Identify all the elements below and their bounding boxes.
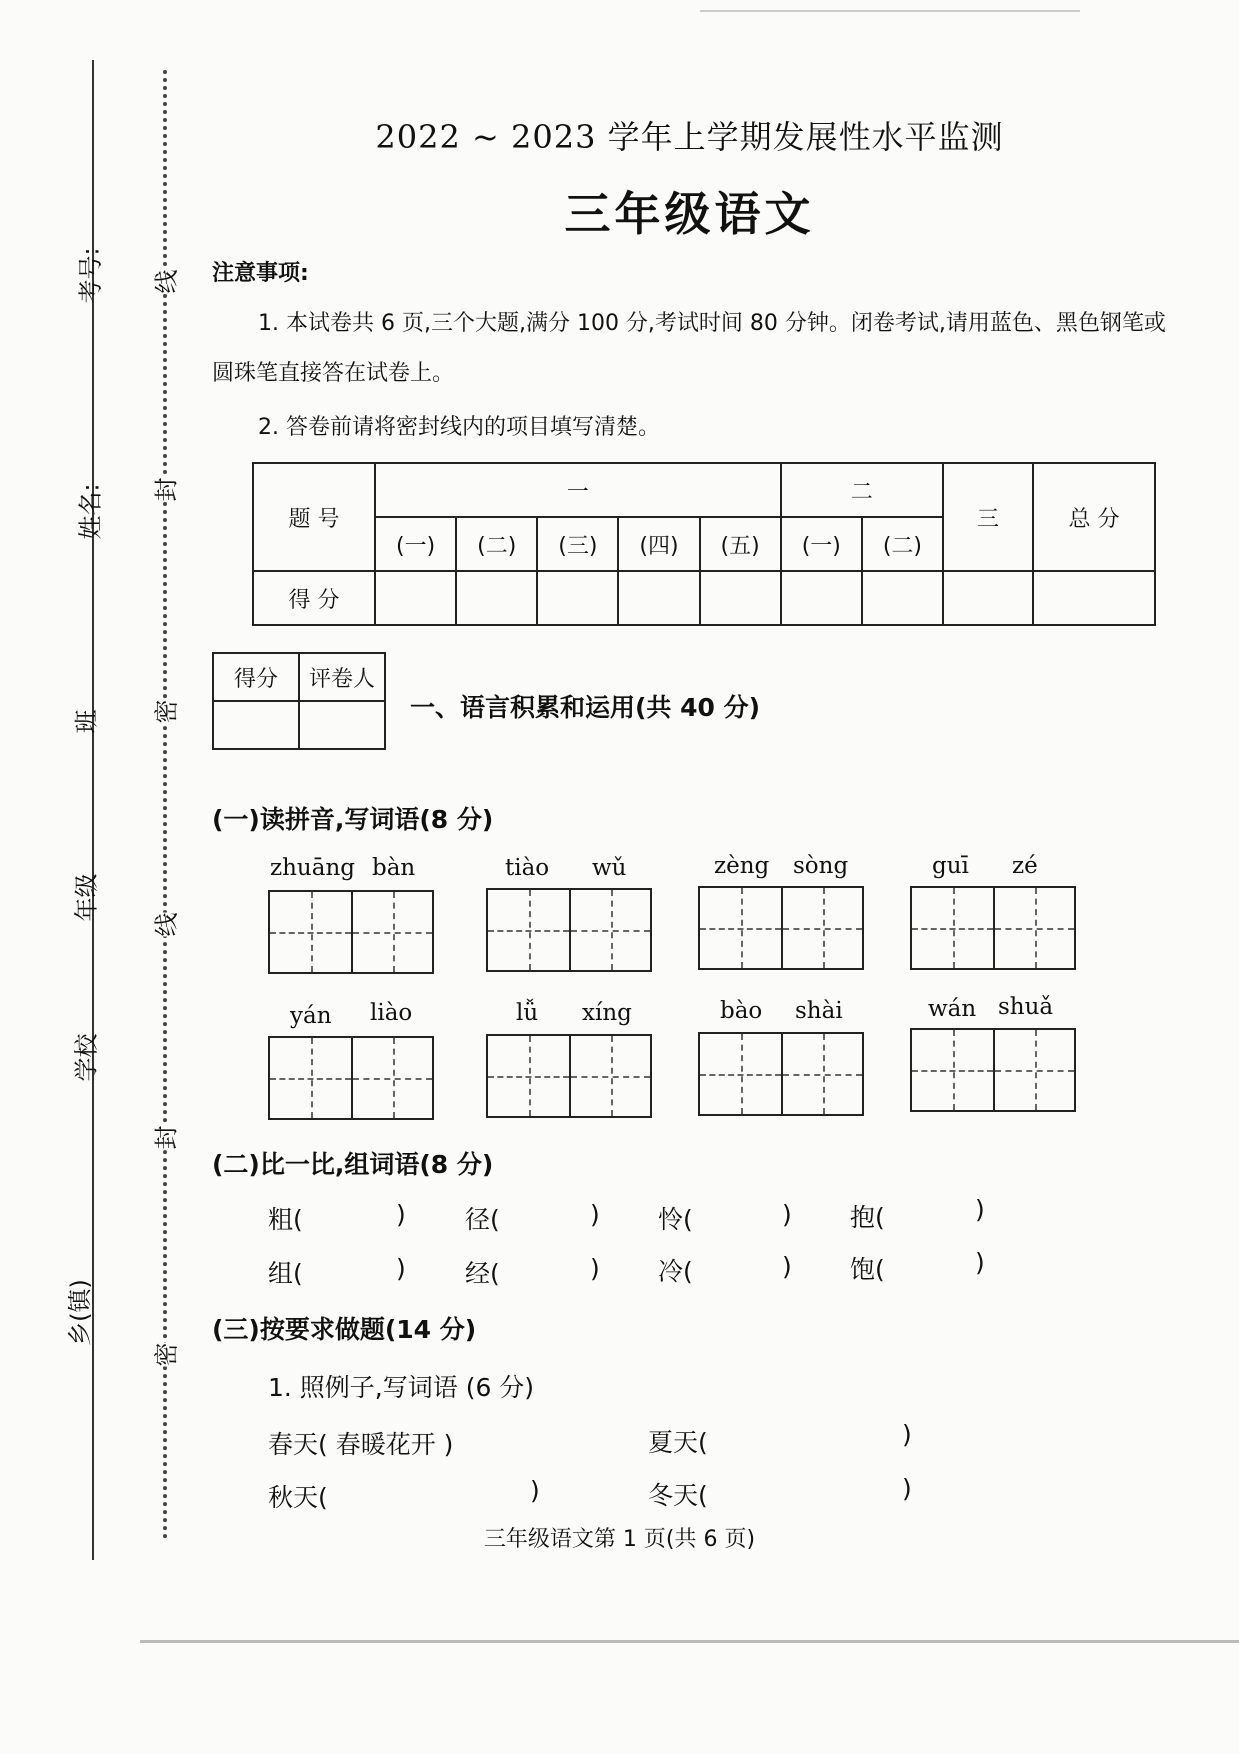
seal-char-6: 密 (145, 1343, 184, 1367)
sub-col-2-1: (一) (781, 517, 862, 571)
paren-close: ) (590, 1254, 600, 1283)
compare-word: 粗( (268, 1205, 303, 1234)
paren-close: ) (902, 1474, 912, 1503)
writing-grid[interactable] (486, 888, 652, 972)
row-defen: 得 分 (253, 571, 375, 625)
writing-grid[interactable] (268, 890, 434, 974)
pinyin: zèng (714, 853, 770, 879)
compare-word: 怜( (658, 1205, 693, 1234)
pinyin: wǔ (592, 855, 627, 881)
seal-char-2: 封 (145, 478, 184, 502)
paren-close: ) (975, 1248, 985, 1277)
header-part-3: 三 (943, 463, 1033, 571)
writing-grid[interactable] (486, 1034, 652, 1118)
notice-heading: 注意事项: (212, 261, 309, 286)
pinyin: liào (370, 1000, 413, 1026)
label-xiang: 乡(镇) (65, 1279, 94, 1346)
seal-char-4: 线 (145, 913, 184, 937)
paren-close: ) (782, 1252, 792, 1281)
scan-top-edge (700, 10, 1080, 12)
compare-word: 冷( (658, 1257, 693, 1286)
scan-bottom-edge (140, 1640, 1239, 1643)
compare-word: 抱( (850, 1203, 885, 1232)
score-cell[interactable] (618, 571, 699, 625)
header-total: 总 分 (1033, 463, 1155, 571)
score-cell[interactable] (375, 571, 456, 625)
header-tihao: 题 号 (253, 463, 375, 571)
sub-col-1-3: (三) (537, 517, 618, 571)
pinyin: wán (928, 996, 977, 1022)
writing-grid[interactable] (268, 1036, 434, 1120)
grader-name-cell[interactable] (299, 701, 385, 749)
grader-score-label: 得分 (213, 653, 299, 701)
prompt-dongtian: 冬天( (648, 1481, 708, 1510)
pinyin: yán (290, 1003, 332, 1029)
score-cell[interactable] (781, 571, 862, 625)
compare-word: 饱( (850, 1255, 885, 1284)
prompt-xiatian: 夏天( (648, 1428, 708, 1457)
pinyin: sòng (793, 853, 849, 879)
label-xingming: 姓名: (76, 483, 105, 540)
notice-item-1-cont: 圆珠笔直接答在试卷上。 (212, 361, 455, 386)
pinyin: shài (795, 998, 843, 1024)
seal-char-5: 封 (145, 1126, 184, 1150)
label-kaohao: 考号: (76, 247, 105, 304)
score-cell[interactable] (456, 571, 537, 625)
seal-char-1: 线 (145, 270, 184, 294)
sub-col-1-4: (四) (618, 517, 699, 571)
writing-grid[interactable] (910, 886, 1076, 970)
sub-col-2-2: (二) (862, 517, 943, 571)
question-1-title: (一)读拼音,写词语(8 分) (212, 805, 494, 834)
question-2-title: (二)比一比,组词语(8 分) (212, 1150, 494, 1179)
sub-col-1-1: (一) (375, 517, 456, 571)
pinyin: zhuāng (270, 855, 355, 881)
pinyin: bàn (372, 855, 416, 881)
pinyin: lǚ (516, 1000, 539, 1026)
score-cell[interactable] (943, 571, 1033, 625)
score-cell[interactable] (537, 571, 618, 625)
sub-col-1-2: (二) (456, 517, 537, 571)
page-footer: 三年级语文第 1 页(共 6 页) (483, 1527, 756, 1552)
header-part-1: 一 (375, 463, 781, 517)
compare-word: 径( (465, 1205, 500, 1234)
subject-title: 三年级语文 (564, 187, 815, 241)
paren-close: ) (902, 1420, 912, 1449)
writing-grid[interactable] (698, 886, 864, 970)
grader-table (212, 652, 386, 750)
paren-close: ) (396, 1200, 406, 1229)
score-table (252, 462, 1156, 626)
notice-item-2: 2. 答卷前请将密封线内的项目填写清楚。 (258, 415, 660, 440)
label-ban: 班 (72, 709, 101, 734)
question-3-title: (三)按要求做题(14 分) (212, 1315, 477, 1344)
pinyin: xíng (582, 1000, 632, 1026)
pinyin: shuǎ (998, 994, 1054, 1020)
example-answer: 春天( 春暖花开 ) (268, 1430, 454, 1459)
pinyin: tiào (505, 855, 550, 881)
prompt-qiutian: 秋天( (268, 1483, 328, 1512)
compare-word: 经( (465, 1259, 500, 1288)
question-3-sub-1: 1. 照例子,写词语 (6 分) (268, 1373, 535, 1402)
sub-col-1-5: (五) (700, 517, 781, 571)
paren-close: ) (396, 1254, 406, 1283)
paren-close: ) (782, 1200, 792, 1229)
score-cell[interactable] (700, 571, 781, 625)
notice-item-1: 1. 本试卷共 6 页,三个大题,满分 100 分,考试时间 80 分钟。闭卷考试,请用蓝色、黑色钢笔或 (258, 311, 1166, 336)
paren-close: ) (530, 1476, 540, 1505)
paren-close: ) (590, 1200, 600, 1229)
score-cell[interactable] (862, 571, 943, 625)
seal-char-3: 密 (145, 700, 184, 724)
label-nianji: 年级 (72, 873, 101, 922)
writing-grid[interactable] (698, 1032, 864, 1116)
section-1-title: 一、语言积累和运用(共 40 分) (410, 693, 761, 722)
pinyin: bào (720, 998, 763, 1024)
pinyin: guī (932, 853, 969, 879)
writing-grid[interactable] (910, 1028, 1076, 1112)
grader-name-label: 评卷人 (299, 653, 385, 701)
compare-word: 组( (268, 1259, 303, 1288)
label-xuexiao: 学校 (72, 1033, 101, 1082)
exam-title: 2022 ~ 2023 学年上学期发展性水平监测 (375, 118, 1004, 156)
paren-close: ) (975, 1195, 985, 1224)
header-part-2: 二 (781, 463, 943, 517)
pinyin: zé (1012, 853, 1038, 879)
grader-score-cell[interactable] (213, 701, 299, 749)
score-cell[interactable] (1033, 571, 1155, 625)
